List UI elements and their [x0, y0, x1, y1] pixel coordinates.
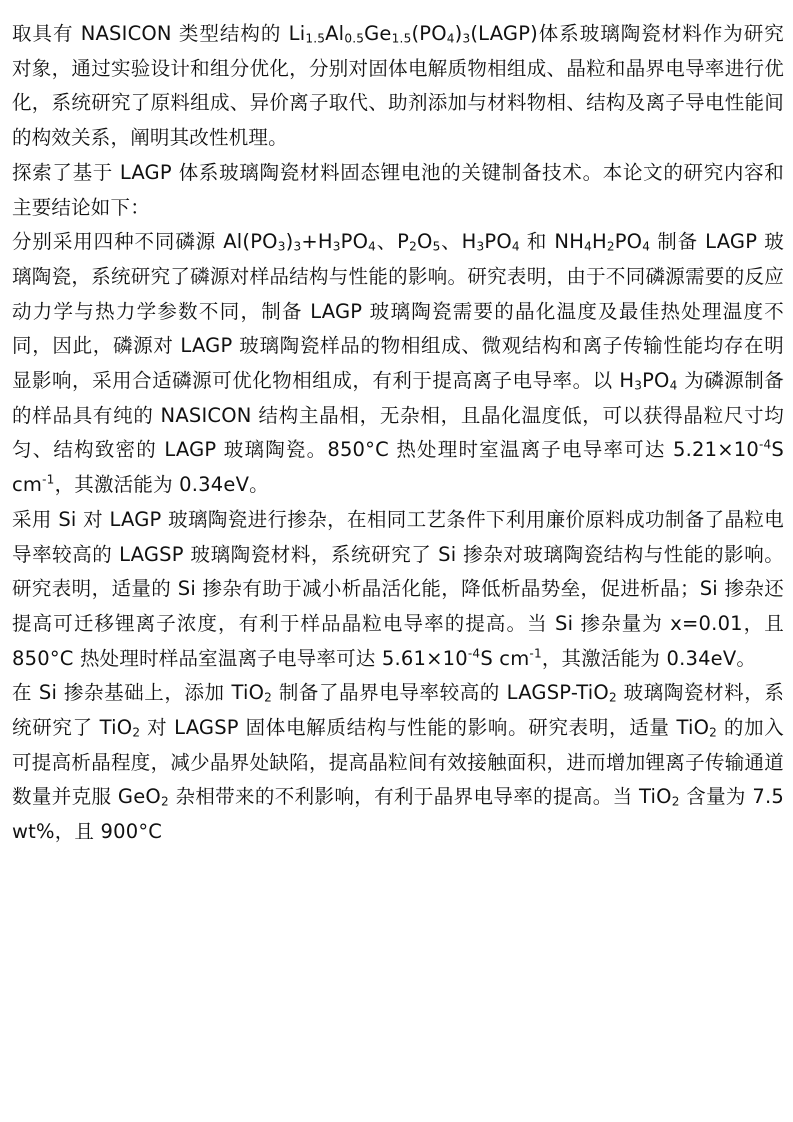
superscript-text: -4	[758, 437, 772, 452]
subscript-text: 2	[409, 239, 418, 254]
subscript-text: 2	[160, 795, 169, 810]
body-text: S cm	[12, 438, 784, 497]
document-page	[12, 17, 784, 850]
superscript-text: -4	[467, 646, 481, 661]
body-text: 杂相带来的不利影响，有利于晶界电导率的提高。当 TiO	[168, 785, 672, 809]
body-text: 制备了晶界电导率较高的 LAGSP-TiO	[272, 681, 609, 705]
subscript-text: 4	[584, 239, 592, 254]
subscript-text: 3	[476, 239, 485, 254]
body-text: Al	[325, 22, 345, 45]
body-text: PO	[614, 230, 643, 254]
subscript-text: 2	[709, 725, 718, 740]
body-text: 和 NH	[519, 230, 585, 254]
body-text: )	[285, 230, 294, 254]
subscript-text: 2	[264, 691, 273, 706]
body-text: (LAGP)体系玻璃陶瓷材料作为研究对象，通过实验设计和组分优化，分别对固体电解质物相组成、晶粒和晶界电导率进行优化，系统研究了原料组成、异价离子取代、助剂添加与材料物相、结构及离子导电性能间的构效关系，阐明其改性机理。	[12, 22, 785, 150]
subscript-text: 4	[669, 378, 678, 393]
body-text: 探索了基于 LAGP 体系玻璃陶瓷材料固态锂电池的关键制备技术。本论文的研究内容和主要结论如下：	[12, 160, 784, 219]
subscript-text: 5	[432, 239, 441, 254]
body-text: 制备 LAGP 玻璃陶瓷，系统研究了磷源对样品结构与性能的影响。研究表明，由于不同磷源需要的反应动力学与热力学参数不同，制备 LAGP 玻璃陶瓷需要的晶化温度及最佳热处理温度不同，因此，磷源对 LAGP 玻璃陶瓷样品的物相组成、微观结构和离子传输性能均存在明显影响，采用合适磷源可优化物相组成，有利于提高离子电导率。以 H	[12, 230, 784, 393]
subscript-text: 2	[132, 725, 141, 740]
para-summary	[12, 156, 784, 225]
superscript-text: -1	[529, 646, 542, 661]
body-text: 、P	[376, 230, 410, 254]
para-tio2-addition	[12, 676, 784, 850]
subscript-text: 1.5	[305, 31, 326, 46]
subscript-text: 4	[446, 31, 455, 46]
subscript-text: 3	[332, 239, 341, 254]
body-text: H	[591, 230, 607, 254]
subscript-text: 3	[634, 378, 643, 393]
body-text: PO	[642, 369, 670, 393]
subscript-text: 4	[642, 239, 651, 254]
body-text: 为磷源制备的样品具有纯的 NASICON 结构主晶相，无杂相，且晶化温度低，可以获得晶粒尺寸均匀、结构致密的 LAGP 玻璃陶瓷。850°C 热处理时室温离子电导率可达 5.21×10	[12, 369, 785, 462]
body-text: 含量为 7.5 wt%，且 900°C	[12, 785, 784, 844]
body-text: 玻璃陶瓷材料，系统研究了 TiO	[12, 681, 785, 740]
para-si-doping	[12, 503, 784, 677]
body-text: )	[454, 22, 463, 45]
body-text: S cm	[480, 646, 530, 670]
body-text: 对 LAGSP 固体电解质结构与性能的影响。研究表明，适量 TiO	[140, 716, 710, 740]
subscript-text: 2	[608, 691, 617, 706]
para-phosphorus-source	[12, 225, 784, 503]
subscript-text: 4	[511, 239, 520, 254]
subscript-text: 3	[277, 239, 286, 254]
subscript-text: 3	[462, 31, 471, 46]
body-text: 采用 Si 对 LAGP 玻璃陶瓷进行掺杂，在相同工艺条件下利用廉价原料成功制备了晶粒电导率较高的 LAGSP 玻璃陶瓷材料，系统研究了 Si 掺杂对玻璃陶瓷结构与性能的影响。研究表明，适量的 Si 掺杂有助于减小析晶活化能，降低析晶势垒，促进析晶；Si 掺杂还提高可迁移锂离子浓度，有利于样品晶粒电导率的提高。当 Si 掺杂量为 x=0.01，且 850°C 热处理时样品室温离子电导率可达 5.61×10	[12, 507, 784, 670]
body-text: 在 Si 掺杂基础上，添加 TiO	[12, 681, 265, 705]
subscript-text: 2	[606, 239, 615, 254]
body-text: 分别采用四种不同磷源 Al(PO	[12, 230, 278, 254]
body-text: O	[417, 230, 433, 254]
subscript-text: 2	[671, 795, 680, 810]
subscript-text: 4	[368, 239, 377, 254]
subscript-text: 0.5	[344, 31, 365, 46]
body-text: 取具有 NASICON 类型结构的 Li	[12, 22, 306, 45]
subscript-text: 1.5	[391, 31, 412, 46]
body-text: ，其激活能为 0.34eV。	[54, 473, 269, 497]
body-text: +H	[301, 230, 333, 254]
body-text: 、H	[440, 230, 477, 254]
para-intro	[12, 17, 784, 156]
body-text: Ge	[364, 22, 392, 45]
superscript-text: -1	[42, 472, 55, 487]
body-text: PO	[340, 230, 369, 254]
body-text: (PO	[411, 22, 447, 45]
body-text: ，其激活能为 0.34eV。	[541, 646, 757, 670]
body-text: 的加入可提高析晶程度，减少晶界处缺陷，提高晶粒间有效接触面积，进而增加锂离子传输通道数量并克服 GeO	[12, 716, 784, 809]
subscript-text: 3	[293, 239, 302, 254]
body-text: PO	[484, 230, 512, 254]
